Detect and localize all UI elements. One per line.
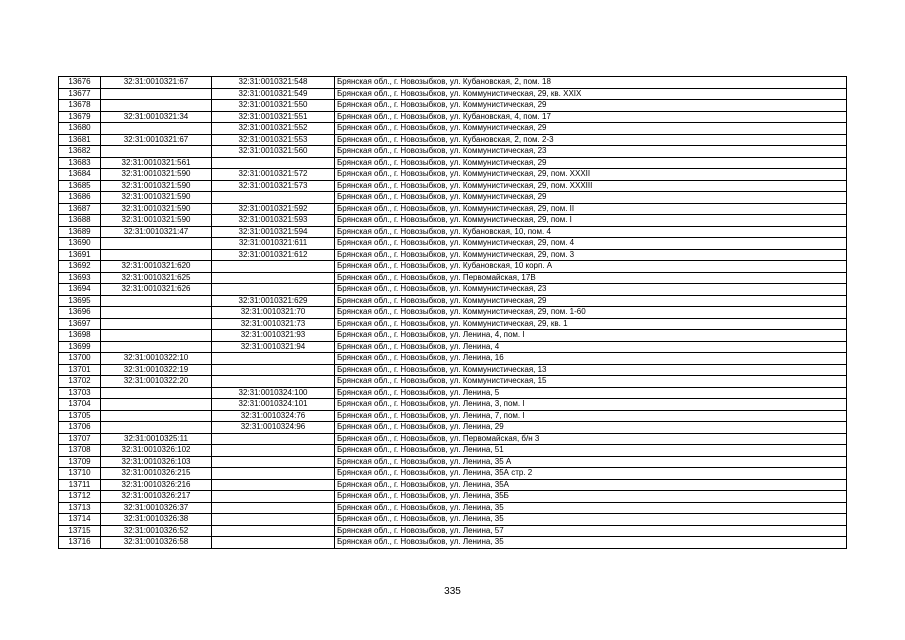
building-number-cell: 32:31:0010321:553 [212,134,335,146]
cadastral-number-cell: 32:31:0010326:37 [101,502,212,514]
table-row [59,479,847,491]
row-number-cell: 13695 [59,295,101,307]
table-row [59,180,847,192]
table-row [59,376,847,388]
table-row [59,157,847,169]
row-number-cell: 13683 [59,157,101,169]
building-number-cell: 32:31:0010321:612 [212,249,335,261]
building-number-cell: 32:31:0010321:70 [212,307,335,319]
cadastral-number-cell: 32:31:0010321:626 [101,284,212,296]
table-row [59,88,847,100]
table-row [59,318,847,330]
cadastral-number-cell: 32:31:0010326:102 [101,445,212,457]
cadastral-number-cell: 32:31:0010326:217 [101,491,212,503]
row-number-cell: 13684 [59,169,101,181]
cadastral-number-cell [101,399,212,411]
cadastral-number-cell: 32:31:0010326:103 [101,456,212,468]
address-cell: Брянская обл., г. Новозыбков, ул. Ленина, 35А [335,479,847,491]
row-number-cell: 13682 [59,146,101,158]
row-number-cell: 13686 [59,192,101,204]
row-number-cell: 13714 [59,514,101,526]
address-cell: Брянская обл., г. Новозыбков, ул. Первомайская, 17В [335,272,847,284]
building-number-cell: 32:31:0010321:592 [212,203,335,215]
table-row [59,410,847,422]
address-cell: Брянская обл., г. Новозыбков, ул. Ленина, 51 [335,445,847,457]
table-row [59,456,847,468]
building-number-cell [212,272,335,284]
building-number-cell: 32:31:0010324:100 [212,387,335,399]
building-number-cell: 32:31:0010321:548 [212,77,335,89]
row-number-cell: 13711 [59,479,101,491]
registry-table-body [59,77,847,549]
building-number-cell [212,525,335,537]
building-number-cell [212,537,335,549]
table-row [59,226,847,238]
table-row [59,123,847,135]
cadastral-number-cell: 32:31:0010321:561 [101,157,212,169]
cadastral-number-cell [101,123,212,135]
address-cell: Брянская обл., г. Новозыбков, ул. Кубановская, 10, пом. 4 [335,226,847,238]
table-row [59,514,847,526]
address-cell: Брянская обл., г. Новозыбков, ул. Кубановская, 4, пом. 17 [335,111,847,123]
building-number-cell: 32:31:0010321:572 [212,169,335,181]
address-cell: Брянская обл., г. Новозыбков, ул. Ленина, 35 [335,502,847,514]
address-cell: Брянская обл., г. Новозыбков, ул. Ленина, 16 [335,353,847,365]
building-number-cell: 32:31:0010321:549 [212,88,335,100]
cadastral-number-cell: 32:31:0010326:215 [101,468,212,480]
cadastral-number-cell: 32:31:0010321:590 [101,192,212,204]
building-number-cell: 32:31:0010321:550 [212,100,335,112]
building-number-cell [212,468,335,480]
table-row [59,238,847,250]
building-number-cell [212,456,335,468]
table-row [59,111,847,123]
row-number-cell: 13691 [59,249,101,261]
address-cell: Брянская обл., г. Новозыбков, ул. Коммунистическая, 15 [335,376,847,388]
address-cell: Брянская обл., г. Новозыбков, ул. Ленина, 3, пом. I [335,399,847,411]
table-row [59,192,847,204]
row-number-cell: 13690 [59,238,101,250]
table-row [59,100,847,112]
address-cell: Брянская обл., г. Новозыбков, ул. Ленина, 35 [335,537,847,549]
address-cell: Брянская обл., г. Новозыбков, ул. Первомайская, б/н 3 [335,433,847,445]
table-row [59,445,847,457]
row-number-cell: 13697 [59,318,101,330]
address-cell: Брянская обл., г. Новозыбков, ул. Ленина, 4, пом. I [335,330,847,342]
cadastral-number-cell: 32:31:0010321:590 [101,169,212,181]
building-number-cell: 32:31:0010321:594 [212,226,335,238]
table-row [59,537,847,549]
building-number-cell [212,514,335,526]
cadastral-number-cell: 32:31:0010321:590 [101,215,212,227]
address-cell: Брянская обл., г. Новозыбков, ул. Коммунистическая, 29 [335,192,847,204]
building-number-cell: 32:31:0010324:101 [212,399,335,411]
address-cell: Брянская обл., г. Новозыбков, ул. Ленина, 35Б [335,491,847,503]
building-number-cell: 32:31:0010321:611 [212,238,335,250]
table-row [59,399,847,411]
registry-table [58,76,847,549]
table-row [59,364,847,376]
table-row [59,249,847,261]
table-row [59,261,847,273]
table-row [59,341,847,353]
row-number-cell: 13677 [59,88,101,100]
building-number-cell [212,192,335,204]
cadastral-number-cell: 32:31:0010326:58 [101,537,212,549]
cadastral-number-cell [101,249,212,261]
cadastral-number-cell: 32:31:0010321:47 [101,226,212,238]
address-cell: Брянская обл., г. Новозыбков, ул. Коммунистическая, 23 [335,284,847,296]
cadastral-number-cell: 32:31:0010321:590 [101,203,212,215]
building-number-cell: 32:31:0010321:551 [212,111,335,123]
building-number-cell: 32:31:0010321:94 [212,341,335,353]
row-number-cell: 13681 [59,134,101,146]
row-number-cell: 13688 [59,215,101,227]
row-number-cell: 13694 [59,284,101,296]
table-row [59,491,847,503]
row-number-cell: 13709 [59,456,101,468]
row-number-cell: 13715 [59,525,101,537]
row-number-cell: 13712 [59,491,101,503]
cadastral-number-cell: 32:31:0010321:34 [101,111,212,123]
address-cell: Брянская обл., г. Новозыбков, ул. Ленина, 29 [335,422,847,434]
cadastral-number-cell [101,307,212,319]
cadastral-number-cell [101,238,212,250]
building-number-cell: 32:31:0010321:560 [212,146,335,158]
building-number-cell [212,502,335,514]
row-number-cell: 13693 [59,272,101,284]
building-number-cell [212,433,335,445]
table-row [59,134,847,146]
row-number-cell: 13705 [59,410,101,422]
cadastral-number-cell: 32:31:0010325:11 [101,433,212,445]
building-number-cell: 32:31:0010321:552 [212,123,335,135]
table-row [59,525,847,537]
cadastral-number-cell [101,330,212,342]
row-number-cell: 13678 [59,100,101,112]
row-number-cell: 13703 [59,387,101,399]
address-cell: Брянская обл., г. Новозыбков, ул. Коммунистическая, 29 [335,157,847,169]
cadastral-number-cell [101,387,212,399]
address-cell: Брянская обл., г. Новозыбков, ул. Коммунистическая, 29, пом. 1-60 [335,307,847,319]
address-cell: Брянская обл., г. Новозыбков, ул. Коммунистическая, 29, пом. XXXII [335,169,847,181]
address-cell: Брянская обл., г. Новозыбков, ул. Ленина, 35 [335,514,847,526]
table-row [59,468,847,480]
cadastral-number-cell: 32:31:0010326:38 [101,514,212,526]
address-cell: Брянская обл., г. Новозыбков, ул. Коммунистическая, 29 [335,123,847,135]
row-number-cell: 13713 [59,502,101,514]
address-cell: Брянская обл., г. Новозыбков, ул. Коммунистическая, 29, кв. 1 [335,318,847,330]
address-cell: Брянская обл., г. Новозыбков, ул. Ленина, 35 А [335,456,847,468]
building-number-cell: 32:31:0010324:96 [212,422,335,434]
address-cell: Брянская обл., г. Новозыбков, ул. Коммунистическая, 29 [335,100,847,112]
table-row [59,272,847,284]
address-cell: Брянская обл., г. Новозыбков, ул. Ленина, 57 [335,525,847,537]
row-number-cell: 13696 [59,307,101,319]
table-row [59,215,847,227]
row-number-cell: 13704 [59,399,101,411]
table-row [59,353,847,365]
building-number-cell: 32:31:0010321:73 [212,318,335,330]
row-number-cell: 13680 [59,123,101,135]
row-number-cell: 13685 [59,180,101,192]
page-number: 335 [444,586,461,597]
building-number-cell [212,284,335,296]
cadastral-number-cell: 32:31:0010322:10 [101,353,212,365]
row-number-cell: 13707 [59,433,101,445]
row-number-cell: 13676 [59,77,101,89]
table-row [59,307,847,319]
table-row [59,284,847,296]
address-cell: Брянская обл., г. Новозыбков, ул. Коммунистическая, 29 [335,295,847,307]
table-row [59,169,847,181]
table-row [59,330,847,342]
address-cell: Брянская обл., г. Новозыбков, ул. Коммунистическая, 29, кв. XXIX [335,88,847,100]
cadastral-number-cell: 32:31:0010326:52 [101,525,212,537]
address-cell: Брянская обл., г. Новозыбков, ул. Ленина, 7, пом. I [335,410,847,422]
table-row [59,295,847,307]
cadastral-number-cell: 32:31:0010321:67 [101,134,212,146]
row-number-cell: 13679 [59,111,101,123]
building-number-cell: 32:31:0010324:76 [212,410,335,422]
address-cell: Брянская обл., г. Новозыбков, ул. Кубановская, 2, пом. 18 [335,77,847,89]
address-cell: Брянская обл., г. Новозыбков, ул. Кубановская, 2, пом. 2-3 [335,134,847,146]
address-cell: Брянская обл., г. Новозыбков, ул. Коммунистическая, 13 [335,364,847,376]
cadastral-number-cell [101,422,212,434]
cadastral-number-cell [101,341,212,353]
cadastral-number-cell: 32:31:0010321:67 [101,77,212,89]
row-number-cell: 13687 [59,203,101,215]
cadastral-number-cell [101,295,212,307]
address-cell: Брянская обл., г. Новозыбков, ул. Коммунистическая, 29, пом. II [335,203,847,215]
cadastral-number-cell [101,100,212,112]
address-cell: Брянская обл., г. Новозыбков, ул. Кубановская, 10 корп. А [335,261,847,273]
building-number-cell: 32:31:0010321:93 [212,330,335,342]
row-number-cell: 13700 [59,353,101,365]
address-cell: Брянская обл., г. Новозыбков, ул. Ленина, 4 [335,341,847,353]
cadastral-number-cell: 32:31:0010326:216 [101,479,212,491]
row-number-cell: 13710 [59,468,101,480]
row-number-cell: 13706 [59,422,101,434]
address-cell: Брянская обл., г. Новозыбков, ул. Коммунистическая, 29, пом. I [335,215,847,227]
building-number-cell: 32:31:0010321:573 [212,180,335,192]
row-number-cell: 13716 [59,537,101,549]
table-row [59,203,847,215]
cadastral-number-cell [101,146,212,158]
building-number-cell [212,157,335,169]
row-number-cell: 13699 [59,341,101,353]
building-number-cell [212,364,335,376]
table-row [59,146,847,158]
cadastral-number-cell [101,318,212,330]
cadastral-number-cell: 32:31:0010321:625 [101,272,212,284]
cadastral-number-cell: 32:31:0010321:590 [101,180,212,192]
building-number-cell [212,479,335,491]
table-row [59,422,847,434]
row-number-cell: 13701 [59,364,101,376]
building-number-cell [212,376,335,388]
address-cell: Брянская обл., г. Новозыбков, ул. Коммунистическая, 29, пом. XXXIII [335,180,847,192]
row-number-cell: 13708 [59,445,101,457]
row-number-cell: 13689 [59,226,101,238]
table-row [59,433,847,445]
address-cell: Брянская обл., г. Новозыбков, ул. Коммунистическая, 29, пом. 4 [335,238,847,250]
cadastral-number-cell: 32:31:0010321:620 [101,261,212,273]
row-number-cell: 13698 [59,330,101,342]
address-cell: Брянская обл., г. Новозыбков, ул. Коммунистическая, 29, пом. 3 [335,249,847,261]
cadastral-number-cell: 32:31:0010322:19 [101,364,212,376]
building-number-cell [212,445,335,457]
cadastral-number-cell: 32:31:0010322:20 [101,376,212,388]
address-cell: Брянская обл., г. Новозыбков, ул. Ленина, 35А стр. 2 [335,468,847,480]
cadastral-number-cell [101,88,212,100]
row-number-cell: 13692 [59,261,101,273]
building-number-cell [212,261,335,273]
building-number-cell [212,353,335,365]
table-row [59,502,847,514]
address-cell: Брянская обл., г. Новозыбков, ул. Ленина, 5 [335,387,847,399]
row-number-cell: 13702 [59,376,101,388]
address-cell: Брянская обл., г. Новозыбков, ул. Коммунистическая, 23 [335,146,847,158]
building-number-cell: 32:31:0010321:629 [212,295,335,307]
cadastral-number-cell [101,410,212,422]
table-row [59,387,847,399]
building-number-cell: 32:31:0010321:593 [212,215,335,227]
building-number-cell [212,491,335,503]
table-row [59,77,847,89]
